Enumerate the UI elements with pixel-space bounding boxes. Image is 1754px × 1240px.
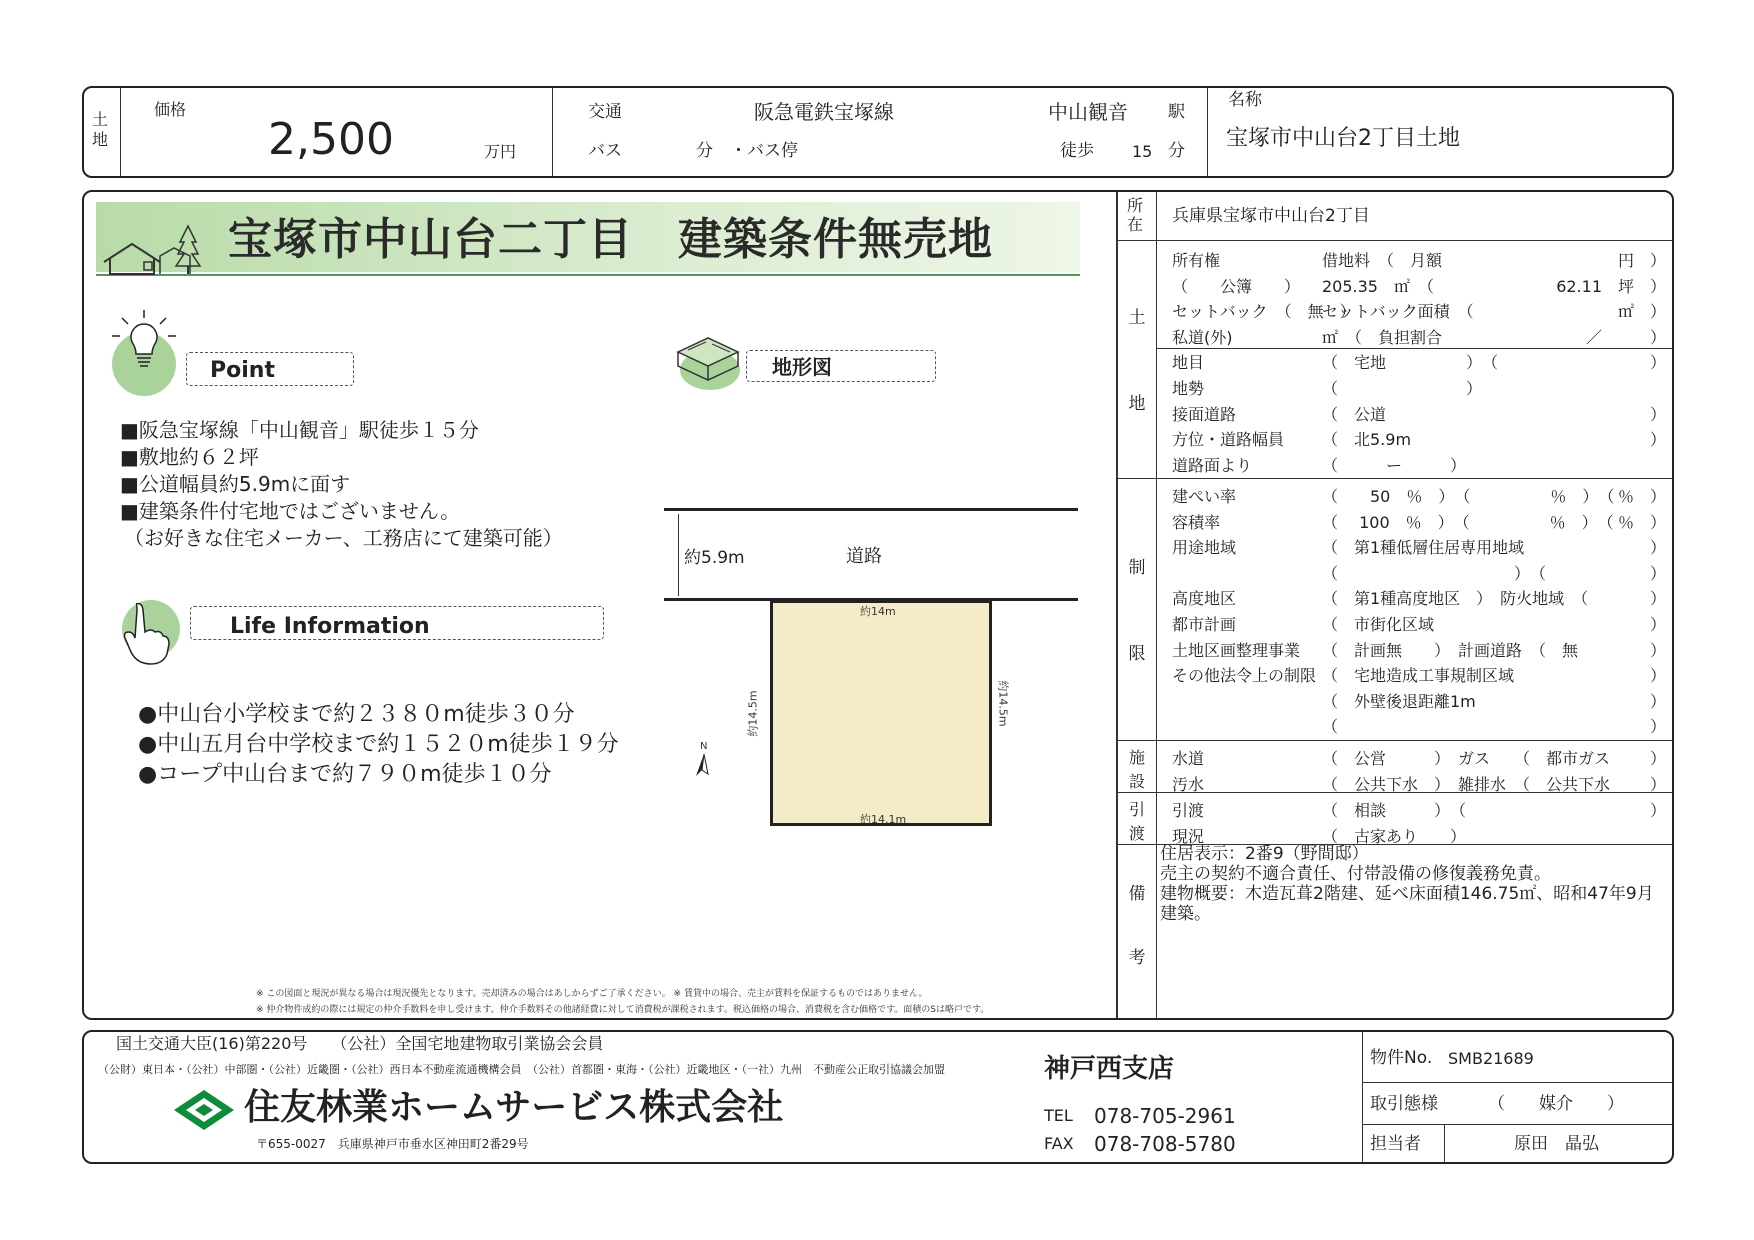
life-item: ●中山台小学校まで約２３８０m徒歩３０分 — [138, 702, 575, 727]
point-item: ■敷地約６２坪 — [120, 445, 259, 469]
info-cell-c: ） — [1649, 404, 1666, 424]
bus-min: 分 — [696, 141, 713, 161]
point-item: ■阪急宝塚線「中山観音」駅徒歩１５分 — [120, 418, 479, 442]
info-cell-c: ） — [1649, 801, 1666, 820]
info-cell-c: ） — [1649, 353, 1666, 373]
info-row — [1172, 451, 1666, 477]
lot-right-dim: 約14.5m — [996, 680, 1010, 727]
info-cell-c: ／ ） — [1585, 327, 1666, 347]
fax-number: 078-708-5780 — [1094, 1132, 1236, 1156]
info-cell-c: ） — [1649, 749, 1666, 768]
house-tree-icon — [100, 222, 204, 278]
line-name: 阪急電鉄宝塚線 — [754, 100, 894, 124]
road-width-dimension — [678, 514, 679, 596]
info-cell-b: （ 100 ％ ） （ ％ ） （ — [1322, 512, 1614, 532]
info-row — [1172, 297, 1666, 323]
map-label: 地形図 — [772, 355, 832, 379]
name-value: 宝塚市中山台2丁目土地 — [1226, 126, 1460, 151]
north-arrow-icon — [690, 752, 712, 778]
info-cell-c: ） — [1649, 774, 1666, 794]
note-line: ※ この図面と現況が異なる場合は現況優先となります。売却済みの場合はあしからずご了承ください。 ※ 賃貸中の場合、売主が賃料を保証するものではありません。 — [256, 989, 928, 999]
info-cell-a: 都市計画 — [1172, 615, 1237, 634]
info-row — [1172, 482, 1666, 508]
info-row — [1172, 687, 1666, 713]
remark-line: 住居表示：2番9（野間邸） — [1160, 844, 1369, 864]
info-cell-c: ） — [1649, 538, 1666, 558]
tel-number: 078-705-2961 — [1094, 1104, 1236, 1128]
map-book-icon — [672, 330, 744, 394]
info-cell-a: 方位・道路幅員 — [1172, 430, 1285, 450]
lot-top-dim: 約14m — [860, 605, 896, 618]
info-cell-a: 地勢 — [1172, 379, 1205, 398]
info-row — [1172, 374, 1666, 400]
info-cell-a: 土地区画整理事業 — [1172, 640, 1301, 660]
deal-label: 取引態様 — [1370, 1094, 1438, 1114]
info-cell-a: 私道(外) — [1172, 327, 1233, 347]
info-cell-b: （ 公道 — [1322, 404, 1387, 424]
remark-line: 建築。 — [1160, 904, 1211, 924]
info-cell-a: 用途地域 — [1172, 538, 1237, 558]
info-cell-b: ㎡ （ 負担割合 — [1322, 327, 1443, 347]
info-cell-a: 地目 — [1172, 353, 1205, 373]
info-cell-b: （ 第1種高度地区 ） 防火地域 （ — [1322, 589, 1589, 609]
traffic-label: 交通 — [588, 102, 622, 122]
info-cell-c: ％ ） — [1617, 487, 1666, 506]
lot-bottom-dim: 約14.1m — [860, 813, 907, 826]
info-cell-b: （ 市街化区域 — [1322, 615, 1435, 634]
remark-line: 売主の契約不適合責任、付帯設備の修復義務免責。 — [1160, 864, 1551, 884]
info-cell-c: ） — [1649, 691, 1666, 711]
info-cell-a: その他法令上の制限 — [1172, 666, 1317, 686]
company-address: 〒655-0027 兵庫県神戸市垂水区神田町2番29号 — [256, 1137, 529, 1151]
info-row — [1172, 246, 1666, 272]
info-cell-b: 借地料 （ 月額 — [1322, 251, 1443, 270]
staff-value: 原田 晶弘 — [1514, 1134, 1599, 1154]
fax-label: FAX — [1044, 1134, 1074, 1153]
info-cell-a: 道路面より — [1172, 455, 1253, 475]
info-cell-c: ㎡ ） — [1617, 302, 1666, 322]
info-cell-b: （ ー ） — [1322, 455, 1467, 475]
remarks-label-bottom: 考 — [1128, 948, 1146, 968]
company-logo-icon — [172, 1088, 236, 1132]
life-item: ●コープ中山台まで約７９０m徒歩１０分 — [138, 762, 552, 787]
info-cell-a: （ 公簿 ） — [1172, 276, 1301, 296]
info-cell-c: ） — [1649, 615, 1666, 634]
info-cell-b: （ 外壁後退距離1m — [1322, 691, 1476, 711]
info-row — [1172, 796, 1666, 822]
info-row — [1172, 584, 1666, 610]
property-no: SMB21689 — [1448, 1049, 1534, 1068]
info-cell-a: 所有権 — [1172, 251, 1221, 270]
associations-text: （公財）東日本・（公社）中部圏・（公社）近畿圏・（公社）西日本不動産流通機構会員 （公社）首都圏・東海・（公社）近畿地区・（一社）九州 不動産公正取引協議会加盟 — [98, 1063, 945, 1076]
info-cell-a: 容積率 — [1172, 512, 1221, 532]
info-row — [1172, 744, 1666, 770]
staff-label: 担当者 — [1370, 1134, 1421, 1154]
point-item: （お好きな住宅メーカー、工務店にて建築可能） — [124, 526, 563, 550]
handover-label: 引渡 — [1128, 800, 1145, 843]
info-row — [1172, 661, 1666, 687]
info-row — [1172, 400, 1666, 426]
info-row — [1172, 272, 1666, 298]
info-cell-a: 建ぺい率 — [1172, 487, 1237, 506]
station-suffix: 駅 — [1168, 102, 1185, 122]
info-cell-c: 62.11 坪 ） — [1556, 276, 1666, 296]
deal-value: （ 媒介 ） — [1488, 1094, 1624, 1114]
info-cell-b: （ 計画無 ） 計画道路 （ 無 — [1322, 640, 1579, 660]
info-cell-b: （ 古家あり ） — [1322, 826, 1467, 846]
pointing-hand-icon — [114, 600, 174, 666]
info-cell-b: （ 公営 ） ガス （ 都市ガス — [1322, 749, 1611, 768]
info-cell-a: 水道 — [1172, 749, 1205, 768]
info-cell-c: 円 ） — [1617, 251, 1666, 270]
info-row — [1172, 348, 1666, 374]
info-cell-c: ） — [1649, 717, 1666, 737]
info-cell-c: ） — [1649, 640, 1666, 660]
limit-label-bottom: 限 — [1128, 644, 1146, 664]
info-cell-b: （ 北5.9m — [1322, 430, 1412, 450]
info-cell-b: セットバック面積 （ — [1322, 302, 1474, 322]
land-vertical-label: 土地 — [91, 110, 108, 149]
point-label: Point — [210, 358, 275, 383]
land-label-bottom: 地 — [1128, 394, 1146, 414]
point-item: ■公道幅員約5.9mに面す — [120, 472, 351, 496]
bus-stop: ・バス停 — [730, 141, 798, 161]
banner-title: 宝塚市中山台二丁目 建築条件無売地 — [228, 214, 993, 265]
info-row — [1172, 636, 1666, 662]
info-cell-a: 接面道路 — [1172, 404, 1237, 424]
branch-name: 神戸西支店 — [1044, 1054, 1175, 1084]
info-cell-b: （ 宅地 ） （ — [1322, 353, 1499, 373]
land-label-top: 土 — [1128, 308, 1146, 328]
info-cell-b: （ ） — [1322, 379, 1483, 398]
license-text: 国土交通大臣(16)第220号 （公社）全国宅地建物取引業協会会員 — [116, 1034, 604, 1053]
lightbulb-icon — [106, 306, 182, 382]
info-cell-b: （ — [1322, 717, 1339, 737]
info-cell-b: （ 第1種低層住居専用地域 — [1322, 538, 1525, 558]
lot-left-dim: 約14.5m — [746, 690, 760, 737]
north-label: N — [700, 741, 708, 752]
info-row — [1172, 559, 1666, 585]
info-row — [1172, 508, 1666, 534]
station-name: 中山観音 — [1048, 100, 1128, 124]
info-cell-b: （ 50 ％ ） （ ％ ） （ — [1322, 487, 1615, 506]
info-cell-b: （ ） （ — [1322, 563, 1547, 583]
walk-unit: 分 — [1168, 141, 1185, 161]
info-cell-a: 現況 — [1172, 826, 1205, 846]
info-cell-a: セットバック （ 無 ） — [1172, 302, 1356, 322]
location-label: 所在 — [1126, 196, 1143, 235]
life-item: ●中山五月台中学校まで約１５２０m徒歩１９分 — [138, 732, 619, 757]
road-edge-top — [664, 508, 1078, 511]
info-cell-b: （ 公共下水 ） 雑排水 （ 公共下水 — [1322, 774, 1611, 794]
walk-label: 徒歩 — [1060, 141, 1094, 161]
point-item: ■建築条件付宅地ではございません。 — [120, 499, 461, 523]
tel-label: TEL — [1044, 1106, 1073, 1125]
price-unit: 万円 — [484, 142, 517, 161]
info-cell-b: 205.35 ㎡ （ — [1322, 276, 1434, 296]
info-row — [1172, 533, 1666, 559]
info-cell-a: 高度地区 — [1172, 589, 1237, 609]
info-cell-c: ） — [1649, 563, 1666, 583]
company-name: 住友林業ホームサービス株式会社 — [244, 1087, 784, 1128]
road-label: 道路 — [846, 546, 882, 567]
note-line: ※ 仲介物件成約の際には規定の仲介手数料を申し受けます。仲介手数料その他諸経費に対して消費税が課税されます。税込価格の場合、消費税を含む価格です。面積のSは略戸です。 — [256, 1005, 990, 1015]
info-row — [1172, 425, 1666, 451]
name-label: 名称 — [1228, 90, 1262, 110]
location-value: 兵庫県宝塚市中山台2丁目 — [1172, 206, 1370, 226]
property-no-label: 物件No. — [1370, 1048, 1433, 1068]
info-cell-a: 汚水 — [1172, 774, 1205, 794]
limit-label-top: 制 — [1128, 558, 1146, 578]
price-value: 2,500 — [268, 114, 394, 165]
road-width-label: 約5.9m — [684, 548, 745, 568]
info-cell-b: （ 宅地造成工事規制区域 — [1322, 666, 1515, 686]
walk-value: 15 — [1132, 142, 1153, 161]
remarks-label-top: 備 — [1128, 884, 1146, 904]
info-cell-c: ） — [1649, 666, 1666, 686]
remark-line: 建物概要：木造瓦葺2階建、延べ床面積146.75㎡、昭和47年9月 — [1160, 884, 1654, 904]
info-row — [1172, 712, 1666, 738]
info-row — [1172, 770, 1666, 796]
info-cell-a: 引渡 — [1172, 801, 1205, 820]
facility-label: 施設 — [1128, 748, 1145, 791]
info-cell-b: （ 相談 ） （ — [1322, 801, 1467, 820]
price-label: 価格 — [154, 100, 187, 119]
info-cell-c: ％ ） — [1617, 512, 1666, 532]
life-label: Life Information — [230, 614, 430, 639]
info-cell-c: ） — [1649, 589, 1666, 609]
info-row — [1172, 323, 1666, 349]
info-cell-c: ） — [1649, 430, 1666, 450]
info-row — [1172, 610, 1666, 636]
lot-parcel — [770, 600, 992, 826]
bus-label: バス — [588, 141, 622, 161]
